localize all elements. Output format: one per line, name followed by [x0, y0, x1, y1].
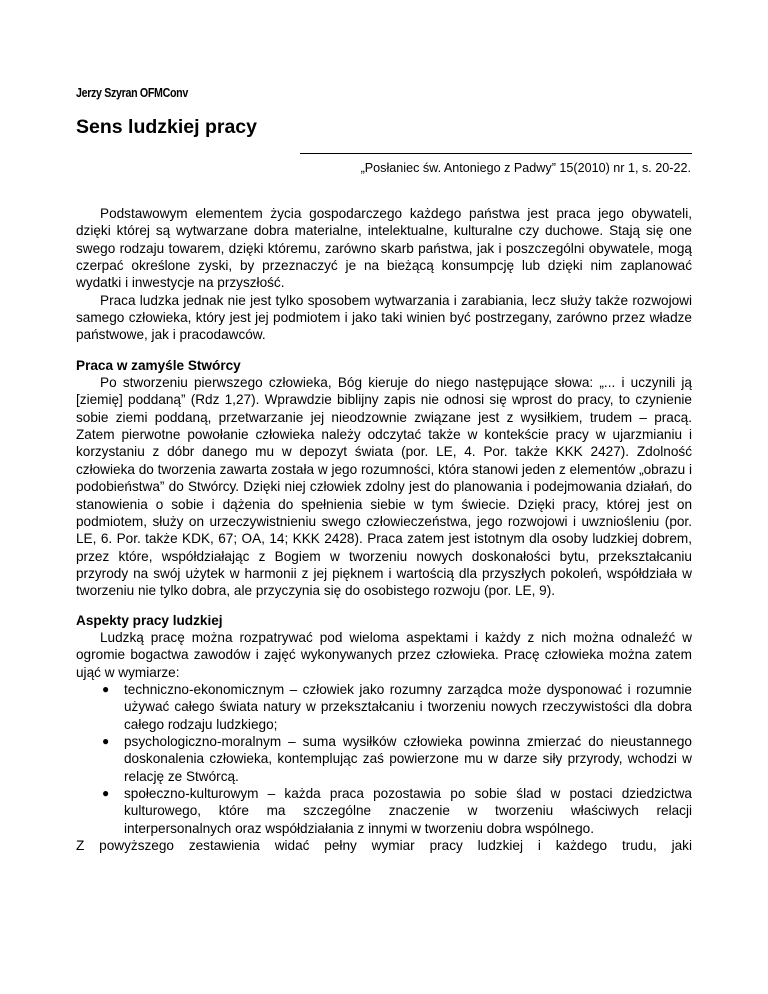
section-heading-creator: Praca w zamyśle Stwórcy — [76, 357, 241, 373]
list-item — [76, 733, 692, 785]
section-creator-paragraph: Po stworzeniu pierwszego człowieka, Bóg kieruje do niego następujące słowa: „... i uczynili ją [ziemię] poddaną” (Rdz 1,27). Wprawdzie biblijny zapis nie odnosi się wprost do pracy, to czynienie sobie ziemi poddaną, przetwarzanie jej nieodzownie związane jest z wysiłkiem, trudem – pracą. Zatem pierwotne powołanie człowieka należy odczytać także w kontekście pracy w ujarzmianiu i korzystaniu z dóbr danego mu w depozyt świata (por. LE, 4. Por. także KKK 2427). Zdolność człowieka do tworzenia zawarta została w jego rozumności, która stanowi jeden z elementów „obrazu i podobieństwa” do Stwórcy. Dzięki niej człowiek zdolny jest do planowania i podejmowania działań, do stanowienia o sobie i dążenia do spełnienia siebie w tym świecie. Dzięki pracy, której jest on podmiotem, służy on urzeczywistnieniu swego człowieczeństwa, jego rozwojowi i uwzniośleniu (por. LE, 6. Por. także KDK, 67; OA, 14; KKK 2428). Praca zatem jest istotnym dla osoby ludzkiej dobrem, przez które, współdziałając z Bogiem w tworzeniu nowych doskonałości bytu, przekształcaniu przyrody na swój użytek w harmonii z jej pięknem i wartością dla przyszłych pokoleń, współdziała w tworzeniu nie tylko dobra, ale przyczynia się do osobistego rozwoju (por. LE, 9). — [76, 375, 692, 599]
intro-paragraph-1: Podstawowym elementem życia gospodarczego każdego państwa jest praca jego obywateli, dzięki której są wytwarzane dobra materialne, intelektualne, kulturalne czy duchowe. Stają się one swego rodzaju towarem, dzięki któremu, zarówno skarb państwa, jak i poszczególni obywatele, mogą czerpać określone zyski, by przeznaczyć je na bieżącą konsumpcję lub dzięki nim zaplanować wydatki i inwestycje na przyszłość. — [76, 206, 692, 291]
author-name: Jerzy Szyran OFMConv — [76, 85, 188, 100]
list-item-text: psychologiczno-moralnym – suma wysiłków człowieka powinna zmierzać do nieustannego doskonalenia człowieka, kontemplując zaś powierzone mu w darze siły przyrody, wchodzi w relację ze Stwórcą. — [124, 733, 692, 784]
source-divider — [300, 153, 692, 154]
bullet-icon: ● — [102, 733, 110, 748]
page-title: Sens ludzkiej pracy — [76, 116, 257, 138]
list-item — [76, 785, 692, 837]
section-aspects-intro: Ludzką pracę można rozpatrywać pod wieloma aspektami i każdy z nich można odnaleźć w ogromie bogactwa zawodów i zajęć wykonywanych przez człowieka. Pracę człowieka można zatem ująć w wymiarze: — [76, 629, 692, 680]
source-citation: „Posłaniec św. Antoniego z Padwy” 15(2010) nr 1, s. 20-22. — [360, 161, 691, 175]
list-item — [76, 681, 692, 733]
aspects-list — [76, 681, 692, 837]
bullet-icon: ● — [102, 786, 110, 800]
intro-paragraph-2: Praca ludzka jednak nie jest tylko sposobem wytwarzania i zarabiania, lecz służy także rozwojowi samego człowieka, który jest jej podmiotem i jako taki winien być postrzegany, zarówno przez władze państwowe, jak i pracodawców. — [76, 292, 692, 343]
section-heading-aspects: Aspekty pracy ludzkiej — [76, 612, 223, 628]
bullet-icon: ● — [102, 681, 110, 696]
list-item-text: techniczno-ekonomicznym – człowiek jako rozumny zarządca może dysponować i rozumnie używać całego świata natury w przekształcaniu i tworzeniu nowych rzeczywistości dla dobra całego rodzaju ludzkiego; — [124, 681, 692, 732]
section-aspects-closing: Z powyższego zestawienia widać pełny wymiar pracy ludzkiej i każdego trudu, jaki — [76, 838, 692, 854]
article-body — [76, 205, 692, 854]
list-item-text: społeczno-kulturowym – każda praca pozostawia po sobie ślad w postaci dziedzictwa kulturowego, które ma szczególne znaczenie w tworzeniu właściwych relacji interpersonalnych oraz współdziałania z innymi w tworzeniu dobra wspólnego. — [124, 786, 692, 836]
